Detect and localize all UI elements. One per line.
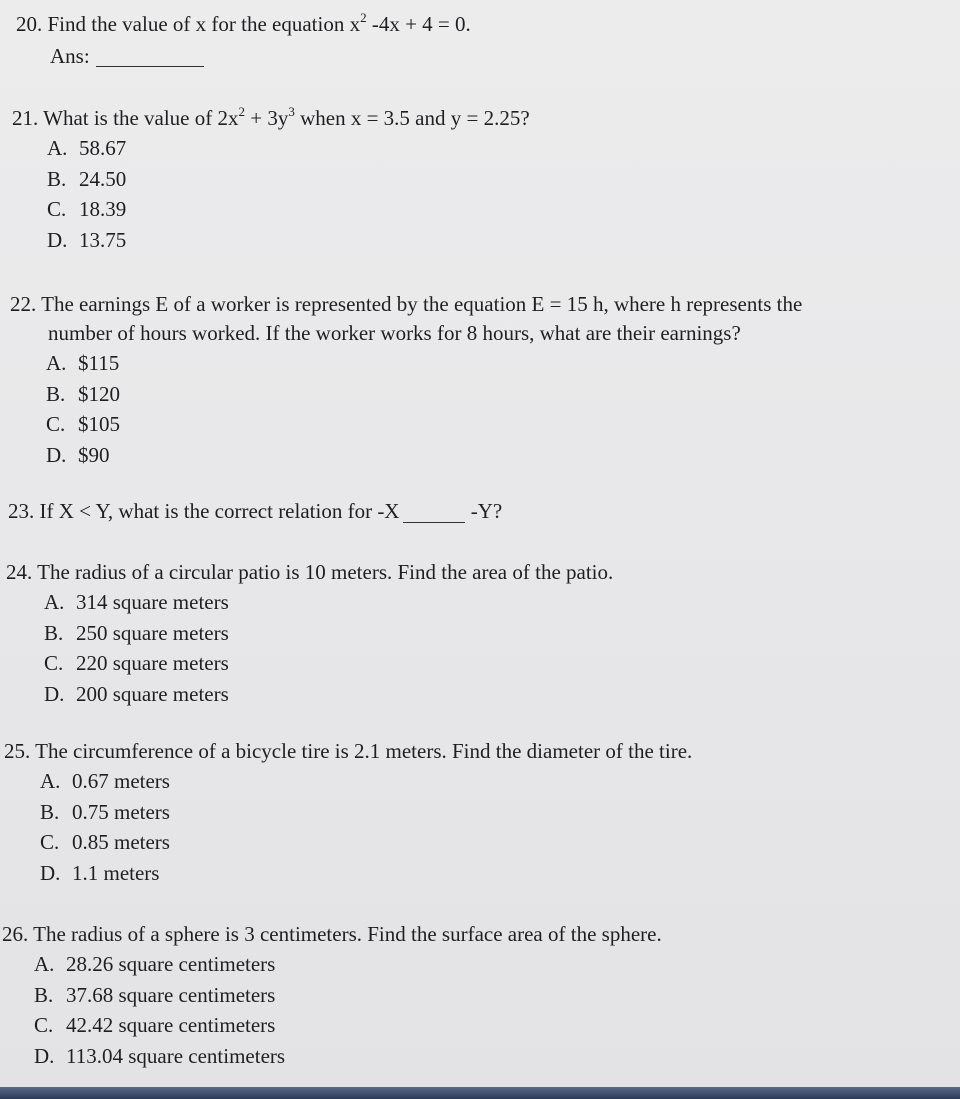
option-c[interactable]: C. $105 [46,412,120,436]
question-26 [2,920,662,1071]
option-d[interactable]: D. 200 square meters [44,681,229,706]
answer-line [16,42,471,71]
option-d[interactable]: D. 113.04 square centimeters [34,1043,286,1068]
question-24-options [6,587,613,709]
option-d[interactable]: D. 13.75 [47,227,127,252]
answer-blank[interactable] [96,66,204,67]
option-b[interactable]: B. 24.50 [47,166,127,191]
option-a[interactable]: A. 58.67 [47,136,127,160]
question-25-options [4,766,692,888]
option-c[interactable]: C. 42.42 square centimeters [34,1013,276,1037]
question-25-text: 25. The circumference of a bicycle tire is 2.1 meters. Find the diameter of the tire. [4,739,693,763]
option-c[interactable]: C. 18.39 [47,197,127,221]
answer-label: Ans: [50,44,90,68]
option-b[interactable]: B. 0.75 meters [40,799,170,824]
option-d[interactable]: D. $90 [46,442,110,467]
question-21-options [12,133,530,255]
option-c[interactable]: C. 220 square meters [44,651,229,675]
question-23-text: 23. If X < Y, what is the correct relation for -X -Y? [8,499,503,523]
question-21 [12,104,530,255]
option-d[interactable]: D. 1.1 meters [40,860,160,885]
option-b[interactable]: B. 250 square meters [44,620,229,645]
question-26-options [2,949,662,1071]
question-20 [16,10,471,71]
question-20-text: 20. Find the value of x for the equation $x^2$ -4x + 4 = 0. [16,10,471,36]
screen-bottom-edge [0,1087,960,1099]
option-b[interactable]: B. $120 [46,381,120,406]
question-23 [8,497,502,526]
question-21-text: 21. What is the value of $2x^2 + 3y^3$ when x = 3.5 and y = 2.25? [12,104,530,130]
option-c[interactable]: C. 0.85 meters [40,830,170,854]
question-24 [6,558,613,709]
option-a[interactable]: A. $115 [46,351,120,375]
option-a[interactable]: A. 314 square meters [44,590,229,614]
question-22-options [10,348,802,470]
question-26-text: 26. The radius of a sphere is 3 centimeters. Find the surface area of the sphere. [2,922,662,946]
question-22 [10,290,802,470]
question-25 [4,737,692,888]
question-22-line-2: number of hours worked. If the worker works for 8 hours, what are their earnings? [48,321,741,345]
option-a[interactable]: A. 28.26 square centimeters [34,952,276,976]
question-24-text: 24. The radius of a circular patio is 10 meters. Find the area of the patio. [6,560,614,584]
option-a[interactable]: A. 0.67 meters [40,769,170,793]
relation-blank[interactable] [403,522,465,523]
question-22-line-1: 22. The earnings E of a worker is represented by the equation E = 15 h, where h represents the [10,292,803,316]
option-b[interactable]: B. 37.68 square centimeters [34,982,276,1007]
